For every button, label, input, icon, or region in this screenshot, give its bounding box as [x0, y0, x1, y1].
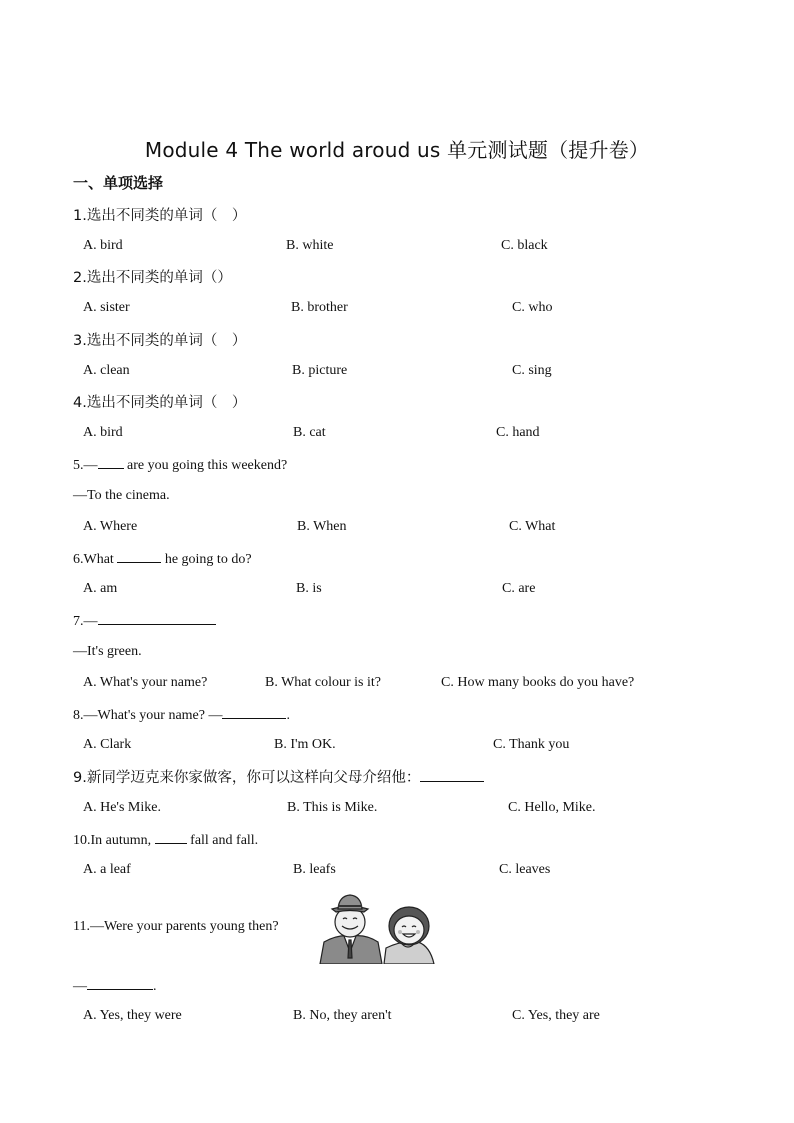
question-8-option-a: A. Clark	[83, 737, 132, 752]
question-11-option-b: B. No, they aren't	[293, 1008, 392, 1023]
question-1-option-a: A. bird	[83, 238, 123, 253]
question-5-prefix: 5.—	[73, 458, 98, 473]
question-1-stem: 1.选出不同类的单词（ ）	[73, 208, 247, 224]
question-4-option-a: A. bird	[83, 425, 123, 440]
question-7-prefix: 7.—	[73, 614, 98, 629]
answer-blank	[117, 550, 161, 563]
page-title: Module 4 The world aroud us 单元测试题（提升卷）	[144, 138, 650, 162]
question-7-option-a: A. What's your name?	[83, 675, 208, 690]
question-1-option-b: B. white	[286, 238, 334, 253]
question-2-option-c: C. who	[512, 300, 553, 315]
question-10-option-b: B. leafs	[293, 862, 336, 877]
question-10-prefix: 10.In autumn,	[73, 833, 155, 848]
question-11-stem: 11.—Were your parents young then?	[73, 919, 279, 934]
question-2-stem: 2.选出不同类的单词（）	[73, 270, 232, 286]
question-6-stem	[73, 550, 252, 568]
question-8-option-c: C. Thank you	[493, 737, 570, 752]
answer-blank	[222, 706, 286, 719]
question-4-option-c: C. hand	[496, 425, 540, 440]
answer-blank	[155, 831, 187, 844]
question-2-option-a: A. sister	[83, 300, 130, 315]
question-7-option-b: B. What colour is it?	[265, 675, 381, 690]
question-3-stem: 3.选出不同类的单词（ ）	[73, 333, 247, 349]
question-3-option-c: C. sing	[512, 363, 552, 378]
question-3-option-b: B. picture	[292, 363, 348, 378]
question-4-option-b: B. cat	[293, 425, 326, 440]
question-11-response	[73, 977, 157, 995]
question-11-option-a: A. Yes, they were	[83, 1008, 182, 1023]
answer-blank	[87, 977, 153, 990]
question-9-option-b: B. This is Mike.	[287, 800, 378, 815]
question-10-option-c: C. leaves	[499, 862, 551, 877]
question-7-option-c: C. How many books do you have?	[441, 675, 635, 690]
question-10-option-a: A. a leaf	[83, 862, 131, 877]
question-9-option-a: A. He's Mike.	[83, 800, 161, 815]
question-8-suffix: .	[286, 708, 290, 723]
question-6-option-c: C. are	[502, 581, 536, 596]
answer-blank	[420, 769, 484, 782]
question-4-stem: 4.选出不同类的单词（ ）	[73, 395, 247, 411]
question-9-option-c: C. Hello, Mike.	[508, 800, 596, 815]
question-6-option-b: B. is	[296, 581, 322, 596]
question-5-suffix: are you going this weekend?	[123, 458, 288, 473]
question-5-option-a: A. Where	[83, 519, 138, 534]
answer-blank	[98, 456, 124, 469]
elderly-couple-illustration	[318, 892, 438, 964]
question-7-response: —It's green.	[73, 644, 142, 659]
question-3-option-a: A. clean	[83, 363, 130, 378]
question-5-option-b: B. When	[297, 519, 347, 534]
question-9-prefix: 9.新同学迈克来你家做客，你可以这样向父母介绍他：	[73, 770, 421, 786]
question-9-stem	[73, 766, 484, 787]
question-11-option-c: C. Yes, they are	[512, 1008, 600, 1023]
question-8-stem	[73, 706, 290, 724]
answer-blank	[98, 612, 216, 625]
question-1-option-c: C. black	[501, 238, 548, 253]
question-8-option-b: B. I'm OK.	[274, 737, 336, 752]
question-2-option-b: B. brother	[291, 300, 348, 315]
question-10-suffix: fall and fall.	[186, 833, 259, 848]
question-6-prefix: 6.What	[73, 552, 118, 567]
question-5-response: —To the cinema.	[73, 488, 170, 503]
question-7-stem	[73, 612, 216, 630]
question-11-response-prefix: —	[73, 979, 87, 994]
question-6-option-a: A. am	[83, 581, 118, 596]
question-10-stem	[73, 831, 258, 849]
question-11-response-suffix: .	[153, 979, 157, 994]
question-6-suffix: he going to do?	[161, 552, 252, 567]
question-5-option-c: C. What	[509, 519, 556, 534]
question-5-stem	[73, 456, 287, 474]
section-heading: 一、单项选择	[73, 174, 164, 192]
question-8-prefix: 8.—What's your name? —	[73, 708, 223, 723]
